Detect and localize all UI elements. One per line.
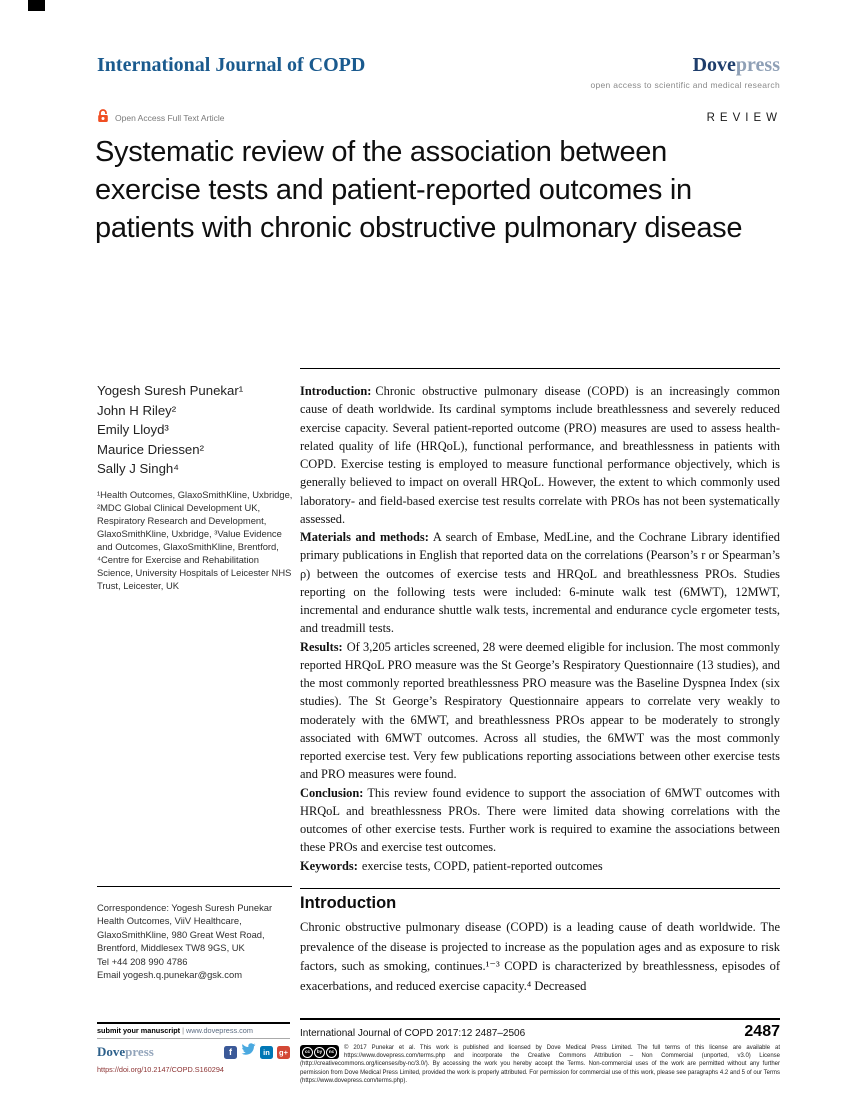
- googleplus-icon[interactable]: g+: [277, 1046, 290, 1059]
- abstract-conclusion-label: Conclusion:: [300, 785, 364, 800]
- article-type-badge: REVIEW: [706, 112, 782, 124]
- doi-link[interactable]: https://doi.org/10.2147/COPD.S160294: [97, 1065, 224, 1074]
- section-body-text: Chronic obstructive pulmonary disease (COPD) is a leading cause of death worldwide. The prevalence of the disease is projected to increase as the population ages and as exposure to risk factors, such as smoking, continues.¹⁻³ COPD is characterized by breathlessness, episodes of exacerbations, and reduced exercise capacity.⁴ Decreased: [300, 920, 780, 993]
- journal-name: International Journal of COPD: [97, 54, 366, 76]
- citation-row: [300, 1020, 780, 1041]
- author: Emily Lloyd³: [97, 422, 169, 437]
- footer-right: [300, 1018, 780, 1085]
- dovepress-logo: [693, 54, 780, 77]
- abstract-methods-label: Materials and methods:: [300, 530, 429, 544]
- submit-manuscript-label: submit your manuscript: [97, 1026, 181, 1035]
- footer-left: [97, 1022, 290, 1074]
- abstract: [300, 368, 780, 875]
- abstract-keywords-text: exercise tests, COPD, patient-reported outcomes: [361, 858, 603, 873]
- linkedin-icon[interactable]: in: [260, 1046, 273, 1059]
- abstract-conclusion: [300, 784, 780, 857]
- correspondence-tel: Tel +44 208 990 4786: [97, 955, 188, 967]
- facebook-icon[interactable]: f: [224, 1046, 237, 1059]
- introduction-section: [300, 888, 780, 996]
- cc-nc-icon: nc: [326, 1047, 337, 1058]
- correspondence-address: Health Outcomes, ViiV Healthcare, GlaxoSmithKline, 980 Great West Road, Brentford, Middlesex TW8 9GS, UK: [97, 915, 265, 954]
- author: Maurice Driessen²: [97, 441, 204, 457]
- dovepress-footer-logo: [97, 1044, 154, 1060]
- submit-manuscript-row: [97, 1024, 290, 1039]
- open-access-label: Open Access Full Text Article: [115, 113, 225, 123]
- cc-icon: [300, 1045, 339, 1059]
- publisher-tagline: open access to scientific and medical research: [590, 80, 780, 90]
- page-number: 2487: [744, 1023, 780, 1040]
- author: John H Riley²: [97, 402, 177, 418]
- abstract-introduction-text: Chronic obstructive pulmonary disease (COPD) is an increasingly common cause of death worldwide. Its cardinal symptoms include breathlessness and severely reduced exercise capacity. Several patient-reported outcome (PRO) measures are used to assess health-related quality of life (HRQoL), functional performance, and breathlessness in patients with COPD. Exercise testing is employed to measure functional performance objectively, which is generally believed to impact on overall HRQoL. However, the extent to which commonly used laboratory- and field-based exercise test results correlate with PROs has not been systematically assessed.: [300, 384, 780, 526]
- abstract-results: [300, 638, 780, 784]
- separator: |: [182, 1026, 185, 1035]
- open-access-icon: [97, 108, 109, 128]
- abstract-methods-text: A search of Embase, MedLine, and the Cochrane Library identified primary publications in English that reported data on the correlations (Pearson’s r or Spearman’s ρ) between the outcomes of exercise tests and HRQoL and breathlessness PROs. Studies reporting on the following tests were included: 6-minute walk test (6MWT), 12MWT, incremental and endurance shuttle walk tests, incremental and endurance cycle ergometer tests, and treadmill tests.: [300, 530, 780, 636]
- social-links: [224, 1043, 290, 1061]
- affiliations: ¹Health Outcomes, GlaxoSmithKline, Uxbridge, ²MDC Global Clinical Development UK, Respiratory Research and Development, GlaxoSmithKline, Uxbridge, ³Value Evidence and Outcomes, GlaxoSmithKline, Brentford, ⁴Centre for Exercise and Rehabilitation Science, University Hospitals of Leicester NHS Trust, Leicester, UK: [97, 489, 293, 591]
- abstract-keywords: [300, 857, 780, 875]
- article-title: Systematic review of the association between exercise tests and patient-reported outcomes in patients with chronic obstructive pulmonary disease: [95, 136, 743, 244]
- abstract-introduction: [300, 382, 780, 528]
- dovepress-site-link[interactable]: www.dovepress.com: [186, 1026, 253, 1035]
- license-block: [300, 1044, 780, 1085]
- author-list: [97, 381, 297, 479]
- dovepress-logo-dove: Dove: [692, 54, 736, 76]
- journal-citation: International Journal of COPD 2017:12 2487–2506: [300, 1028, 526, 1039]
- abstract-results-label: Results:: [300, 639, 343, 654]
- cc-by-icon: by: [314, 1047, 325, 1058]
- author: Yogesh Suresh Punekar¹: [97, 383, 244, 398]
- author: Sally J Singh⁴: [97, 461, 179, 476]
- abstract-results-text: Of 3,205 articles screened, 28 were deemed eligible for inclusion. The most commonly reported HRQoL PRO measure was the St George’s Respiratory Questionnaire (13 studies), and the most commonly reported breathlessness PRO measure was the Baseline Dyspnea Index (six studies). The St George’s Respiratory Questionnaire appears to correlate very weakly to moderately with the 6MWT, and breathlessness PROs appear to be moderately to strongly associated with 6MWT outcomes. Across all studies, the 6MWT was the most commonly reported exercise test. Very few publications reporting associations between other exercise tests and PRO measures were found.: [300, 639, 780, 782]
- abstract-methods: [300, 528, 780, 638]
- license-text: © 2017 Punekar et al. This work is published and licensed by Dove Medical Press Limited. The full terms of this license are available at https://www.dovepress.com/terms.php and incorporate the Creative Commons Attribution – Non Commercial (unported, v3.0) License (http://creativecommons.org/licenses/by-nc/3.0/). By accessing the work you hereby accept the Terms. Non-commercial uses of the work are permitted without any further permission from Dove Medical Press Limited, provided the work is properly attributed. For permission for commercial use of this work, please see paragraphs 4.2 and 5 of our Terms (https://www.dovepress.com/terms.php).: [300, 1045, 780, 1084]
- print-corner-mark: [28, 0, 45, 11]
- correspondence-block: [97, 886, 292, 981]
- open-access-row: [97, 108, 224, 128]
- section-heading: Introduction: [300, 894, 397, 912]
- twitter-icon[interactable]: [241, 1043, 256, 1061]
- footer-logo-row: [97, 1043, 290, 1061]
- dovepress-footer-logo-press: press: [125, 1044, 154, 1059]
- abstract-introduction-label: Introduction:: [300, 384, 372, 398]
- correspondence-name: Correspondence: Yogesh Suresh Punekar: [97, 902, 273, 913]
- cc-glyph: cc: [302, 1047, 313, 1058]
- cc-license-badges: [300, 1045, 339, 1059]
- correspondence-email-link[interactable]: Email yogesh.q.punekar@gsk.com: [97, 969, 243, 981]
- dovepress-logo-press: press: [735, 54, 780, 76]
- abstract-conclusion-text: This review found evidence to support the association of 6MWT outcomes with HRQoL and breathlessness PROs. There were limited data showing correlations with the outcomes of other exercise tests. Further work is required to examine the associations between these PROs and exercise test outcomes.: [300, 785, 780, 855]
- dovepress-footer-logo-dove: Dove: [97, 1044, 126, 1059]
- abstract-keywords-label: Keywords:: [300, 858, 358, 873]
